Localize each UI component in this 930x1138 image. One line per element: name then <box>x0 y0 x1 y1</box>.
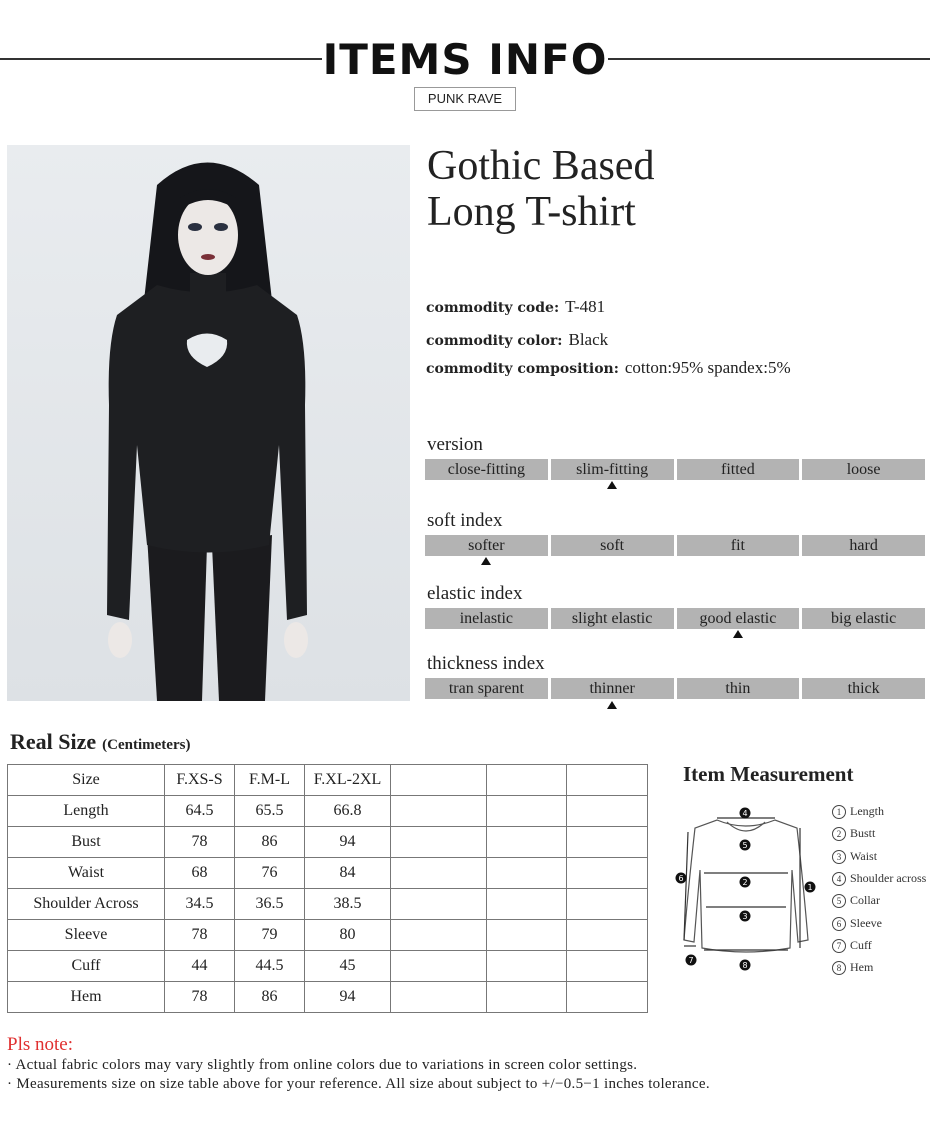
model-illustration <box>7 145 410 701</box>
legend-item <box>832 938 872 953</box>
product-photo <box>7 145 410 701</box>
spec-color <box>426 330 608 350</box>
note-title: Pls note: <box>7 1034 73 1055</box>
table-row <box>8 920 648 951</box>
spec-color-label: commodity color: <box>426 333 563 349</box>
table-cell <box>567 827 648 858</box>
legend-label: Collar <box>850 893 880 908</box>
legend-label: Bustt <box>850 826 876 841</box>
table-cell: 78 <box>165 920 235 951</box>
table-cell: Cuff <box>8 951 165 982</box>
header-divider-right <box>608 58 930 60</box>
legend-label: Sleeve <box>850 915 882 930</box>
svg-text:3: 3 <box>742 912 748 921</box>
soft-index-marker <box>481 557 491 565</box>
size-table-header <box>8 765 648 796</box>
table-cell: Size <box>8 765 165 796</box>
legend-label: Hem <box>850 960 874 975</box>
svg-text:4: 4 <box>742 809 748 818</box>
table-cell: 68 <box>165 858 235 889</box>
measurement-title: Item Measurement <box>683 762 854 786</box>
table-cell <box>391 889 487 920</box>
thickness-index-option: thick <box>802 678 925 699</box>
table-cell: 86 <box>235 982 305 1013</box>
spec-code <box>426 297 605 317</box>
table-cell <box>487 827 567 858</box>
table-cell: 84 <box>305 858 391 889</box>
table-cell <box>567 765 648 796</box>
elastic-index-option: big elastic <box>802 608 925 629</box>
legend-number: 3 <box>832 850 846 864</box>
table-cell <box>487 889 567 920</box>
table-cell <box>487 858 567 889</box>
legend-number: 6 <box>832 917 846 931</box>
table-row <box>8 858 648 889</box>
elastic-index-option: good elastic <box>677 608 800 629</box>
table-cell <box>487 796 567 827</box>
legend-label: Waist <box>850 848 878 863</box>
table-cell <box>567 858 648 889</box>
thickness-index-label: thickness index <box>427 653 545 674</box>
table-cell: 94 <box>305 982 391 1013</box>
version-bar <box>425 459 925 480</box>
table-cell: 79 <box>235 920 305 951</box>
svg-text:1: 1 <box>807 883 813 892</box>
elastic-index-option: slight elastic <box>551 608 674 629</box>
table-cell: Sleeve <box>8 920 165 951</box>
table-cell <box>391 982 487 1013</box>
table-cell <box>391 920 487 951</box>
legend-label: Cuff <box>850 937 872 952</box>
table-cell: 64.5 <box>165 796 235 827</box>
table-cell <box>567 920 648 951</box>
table-cell <box>567 889 648 920</box>
svg-text:2: 2 <box>742 878 748 887</box>
note-line: · Measurements size on size table above for your reference. All size about subject to +/−0.5−1 inches tolerance. <box>7 1076 710 1092</box>
soft-index-option: softer <box>425 535 548 556</box>
table-cell: Hem <box>8 982 165 1013</box>
table-cell <box>391 765 487 796</box>
svg-text:5: 5 <box>742 841 748 850</box>
spec-composition-label: commodity composition: <box>426 361 619 377</box>
spec-code-label: commodity code: <box>426 300 560 316</box>
table-cell <box>487 765 567 796</box>
soft-index-label: soft index <box>427 510 503 531</box>
thickness-index-option: tran sparent <box>425 678 548 699</box>
legend-label: Shoulder across <box>850 870 927 885</box>
thickness-index-bar <box>425 678 925 699</box>
table-row <box>8 982 648 1013</box>
legend-number: 5 <box>832 894 846 908</box>
table-cell: 38.5 <box>305 889 391 920</box>
table-cell <box>567 796 648 827</box>
table-cell: 66.8 <box>305 796 391 827</box>
page-title: ITEMS INFO <box>322 35 608 84</box>
legend-label: Length <box>850 804 884 818</box>
table-cell: 44 <box>165 951 235 982</box>
table-row <box>8 796 648 827</box>
table-cell <box>487 920 567 951</box>
table-cell: 78 <box>165 982 235 1013</box>
table-cell <box>487 951 567 982</box>
elastic-index-option: inelastic <box>425 608 548 629</box>
legend-number: 8 <box>832 961 846 975</box>
table-cell: Shoulder Across <box>8 889 165 920</box>
size-table-title <box>10 729 190 755</box>
product-title <box>427 143 907 235</box>
spec-composition-value: cotton:95% spandex:5% <box>624 358 791 377</box>
thickness-index-option: thinner <box>551 678 674 699</box>
product-title-line1: Gothic Based <box>427 143 655 189</box>
table-cell: 36.5 <box>235 889 305 920</box>
legend-item <box>832 871 926 886</box>
elastic-index-label: elastic index <box>427 583 523 604</box>
brand-label: PUNK RAVE <box>414 87 516 111</box>
table-cell: F.XL-2XL <box>305 765 391 796</box>
table-cell <box>487 982 567 1013</box>
table-cell <box>567 982 648 1013</box>
legend-number: 1 <box>832 805 846 819</box>
table-cell: 34.5 <box>165 889 235 920</box>
table-cell: F.XS-S <box>165 765 235 796</box>
note-line: · Actual fabric colors may vary slightly from online colors due to variations in screen color settings. <box>7 1057 638 1073</box>
soft-index-option: soft <box>551 535 674 556</box>
table-cell: 45 <box>305 951 391 982</box>
table-cell: 65.5 <box>235 796 305 827</box>
table-cell: Length <box>8 796 165 827</box>
table-cell: Bust <box>8 827 165 858</box>
legend-item <box>832 849 877 864</box>
soft-index-option: hard <box>802 535 925 556</box>
elastic-index-bar <box>425 608 925 629</box>
table-cell: 94 <box>305 827 391 858</box>
header-divider-left <box>0 58 322 60</box>
legend-item <box>832 960 873 975</box>
size-table-unit: (Centimeters) <box>102 737 191 753</box>
legend-item <box>832 916 882 931</box>
version-option: loose <box>802 459 925 480</box>
thickness-index-option: thin <box>677 678 800 699</box>
soft-index-option: fit <box>677 535 800 556</box>
size-table-title-text: Real Size <box>10 729 97 754</box>
product-title-line2: Long T-shirt <box>427 189 636 235</box>
table-cell: 80 <box>305 920 391 951</box>
version-option: fitted <box>677 459 800 480</box>
version-option: slim-fitting <box>551 459 674 480</box>
elastic-index-marker <box>733 630 743 638</box>
legend-number: 4 <box>832 872 846 886</box>
table-row <box>8 827 648 858</box>
svg-text:8: 8 <box>742 961 748 970</box>
soft-index-bar <box>425 535 925 556</box>
version-marker <box>607 481 617 489</box>
legend-number: 2 <box>832 827 846 841</box>
legend-item <box>832 826 875 841</box>
table-row <box>8 889 648 920</box>
table-cell <box>391 951 487 982</box>
table-row <box>8 951 648 982</box>
version-option: close-fitting <box>425 459 548 480</box>
table-cell <box>391 858 487 889</box>
table-cell: 86 <box>235 827 305 858</box>
table-cell: Waist <box>8 858 165 889</box>
thickness-index-marker <box>607 701 617 709</box>
table-cell: 78 <box>165 827 235 858</box>
spec-composition <box>426 358 791 378</box>
spec-code-value: T-481 <box>565 297 606 316</box>
table-cell <box>391 796 487 827</box>
svg-text:7: 7 <box>688 956 694 965</box>
svg-text:6: 6 <box>678 874 684 883</box>
table-cell <box>391 827 487 858</box>
legend-item <box>832 804 884 819</box>
table-cell: F.M-L <box>235 765 305 796</box>
version-label: version <box>427 434 483 455</box>
legend-number: 7 <box>832 939 846 953</box>
table-cell: 76 <box>235 858 305 889</box>
size-table <box>7 764 648 1013</box>
table-cell: 44.5 <box>235 951 305 982</box>
shirt-diagram <box>672 800 824 980</box>
legend-item <box>832 893 880 908</box>
table-cell <box>567 951 648 982</box>
spec-color-value: Black <box>568 330 609 349</box>
